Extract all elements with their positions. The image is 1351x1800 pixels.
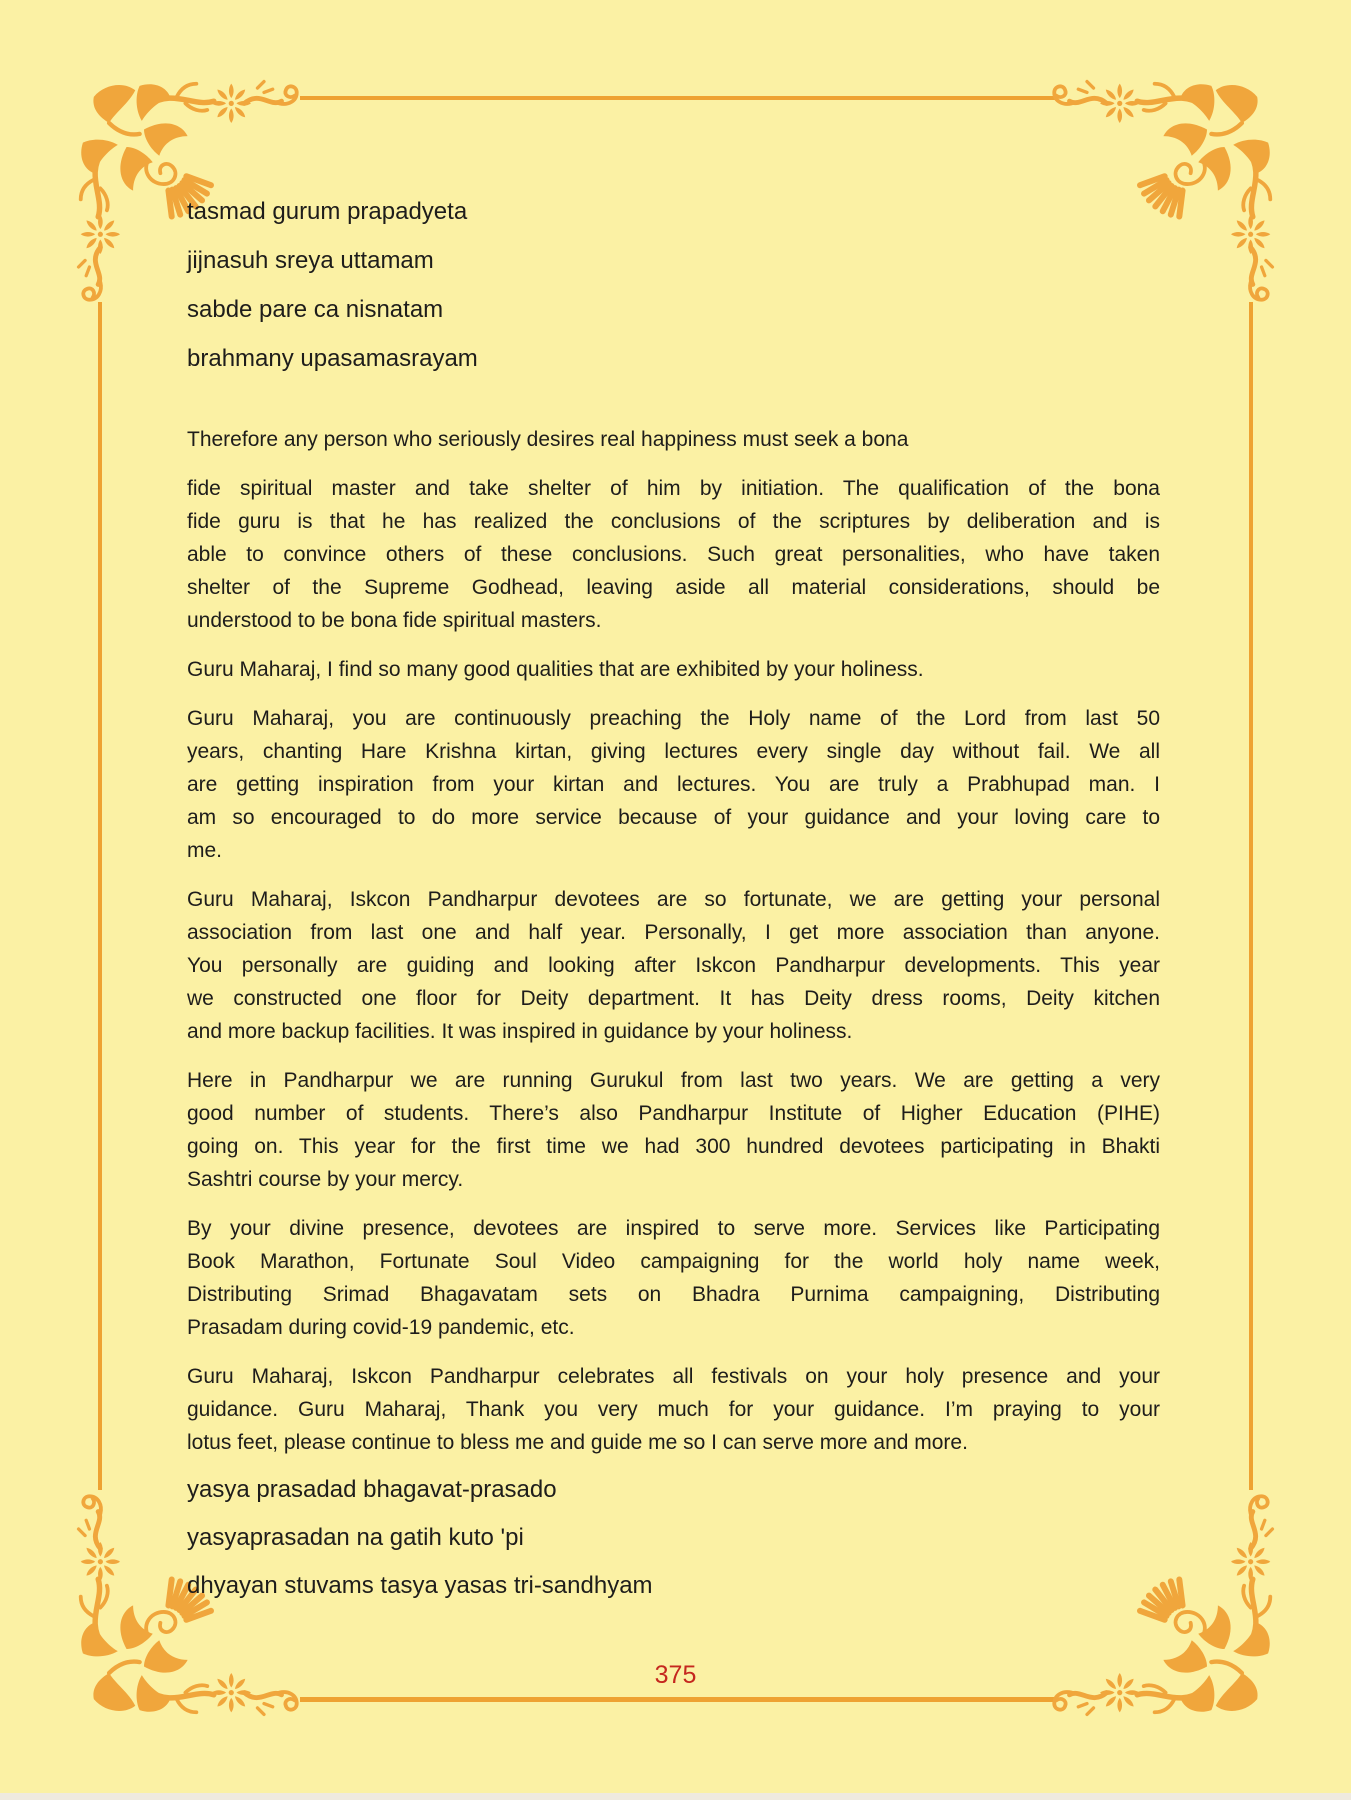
page-number: 375 xyxy=(654,1661,697,1689)
verse-line: yasyaprasadan na gatih kuto 'pi xyxy=(187,1524,524,1551)
border-line-right xyxy=(1249,302,1253,1490)
paragraph-line: association from last one and half year. Personally, I get more association than anyone. xyxy=(187,921,1160,944)
paragraph xyxy=(187,653,1160,686)
sanskrit-verse-bottom xyxy=(187,1475,1160,1601)
paragraph-line: able to convince others of these conclusions. Such great personalities, who have taken xyxy=(187,543,1160,566)
paragraph-line: lotus feet, please continue to bless me and guide me so I can serve more and more. xyxy=(187,1431,968,1454)
paragraph xyxy=(187,883,1160,1048)
text-column xyxy=(187,0,1160,1619)
verse-line: dhyayan stuvams tasya yasas tri-sandhyam xyxy=(187,1572,653,1599)
paragraph xyxy=(187,423,1160,456)
scan-edge-strip xyxy=(0,1793,1351,1800)
paragraph xyxy=(187,1212,1160,1344)
verse-line: jijnasuh sreya uttamam xyxy=(187,247,434,274)
paragraph-line: guidance. Guru Maharaj, Thank you very much for your guidance. I’m praying to your xyxy=(187,1398,1160,1421)
paragraph-line: am so encouraged to do more service because of your guidance and your loving care to xyxy=(187,806,1160,829)
paragraph-line: shelter of the Supreme Godhead, leaving aside all material considerations, should be xyxy=(187,576,1160,599)
verse-line: sabde pare ca nisnatam xyxy=(187,296,444,323)
paragraph xyxy=(187,1064,1160,1196)
sanskrit-verse-top xyxy=(187,197,1160,374)
paragraph-line: good number of students. There’s also Pandharpur Institute of Higher Education (PIHE) xyxy=(187,1102,1160,1125)
paragraph-line: are getting inspiration from your kirtan and lectures. You are truly a Prabhupad man. I xyxy=(187,773,1160,796)
border-line-left xyxy=(98,302,102,1490)
paragraph-line: Here in Pandharpur we are running Gurukul from last two years. We are getting a very xyxy=(187,1069,1160,1092)
body-paragraphs xyxy=(187,423,1160,1459)
paragraph-line: Guru Maharaj, Iskcon Pandharpur devotees are so fortunate, we are getting your personal xyxy=(187,888,1160,911)
paragraph-line: Therefore any person who seriously desires real happiness must seek a bona xyxy=(187,428,909,451)
paragraph-line: Guru Maharaj, you are continuously preaching the Holy name of the Lord from last 50 xyxy=(187,707,1160,730)
paragraph-line: Sashtri course by your mercy. xyxy=(187,1168,464,1191)
paragraph-line: Guru Maharaj, I find so many good qualities that are exhibited by your holiness. xyxy=(187,658,924,681)
verse-line: tasmad gurum prapadyeta xyxy=(187,198,468,225)
paragraph-line: fide spiritual master and take shelter of him by initiation. The qualification of the bona xyxy=(187,477,1160,500)
paragraph-line: going on. This year for the first time we had 300 hundred devotees participating in Bhakti xyxy=(187,1135,1160,1158)
paragraph-line: understood to be bona fide spiritual masters. xyxy=(187,609,602,632)
paragraph xyxy=(187,472,1160,637)
paragraph xyxy=(187,1360,1160,1459)
border-line-bottom xyxy=(300,1697,1056,1702)
paragraph-line: Book Marathon, Fortunate Soul Video campaigning for the world holy name week, xyxy=(187,1250,1160,1273)
paragraph-line: and more backup facilities. It was inspired in guidance by your holiness. xyxy=(187,1020,853,1043)
paragraph-line: fide guru is that he has realized the conclusions of the scriptures by deliberation and is xyxy=(187,510,1160,533)
paragraph-line: Prasadam during covid-19 pandemic, etc. xyxy=(187,1316,575,1339)
paragraph-line: Guru Maharaj, Iskcon Pandharpur celebrates all festivals on your holy presence and your xyxy=(187,1365,1160,1388)
paragraph-line: You personally are guiding and looking after Iskcon Pandharpur developments. This year xyxy=(187,954,1160,977)
paragraph-line: me. xyxy=(187,839,223,862)
paragraph xyxy=(187,702,1160,867)
verse-line: yasya prasadad bhagavat-prasado xyxy=(187,1476,557,1503)
paragraph-line: Distributing Srimad Bhagavatam sets on Bhadra Purnima campaigning, Distributing xyxy=(187,1283,1160,1306)
verse-line: brahmany upasamasrayam xyxy=(187,345,478,372)
paragraph-line: By your divine presence, devotees are inspired to serve more. Services like Participating xyxy=(187,1217,1160,1240)
paragraph-line: years, chanting Hare Krishna kirtan, giving lectures every single day without fail. We all xyxy=(187,740,1160,763)
paragraph-line: we constructed one floor for Deity department. It has Deity dress rooms, Deity kitchen xyxy=(187,987,1160,1010)
